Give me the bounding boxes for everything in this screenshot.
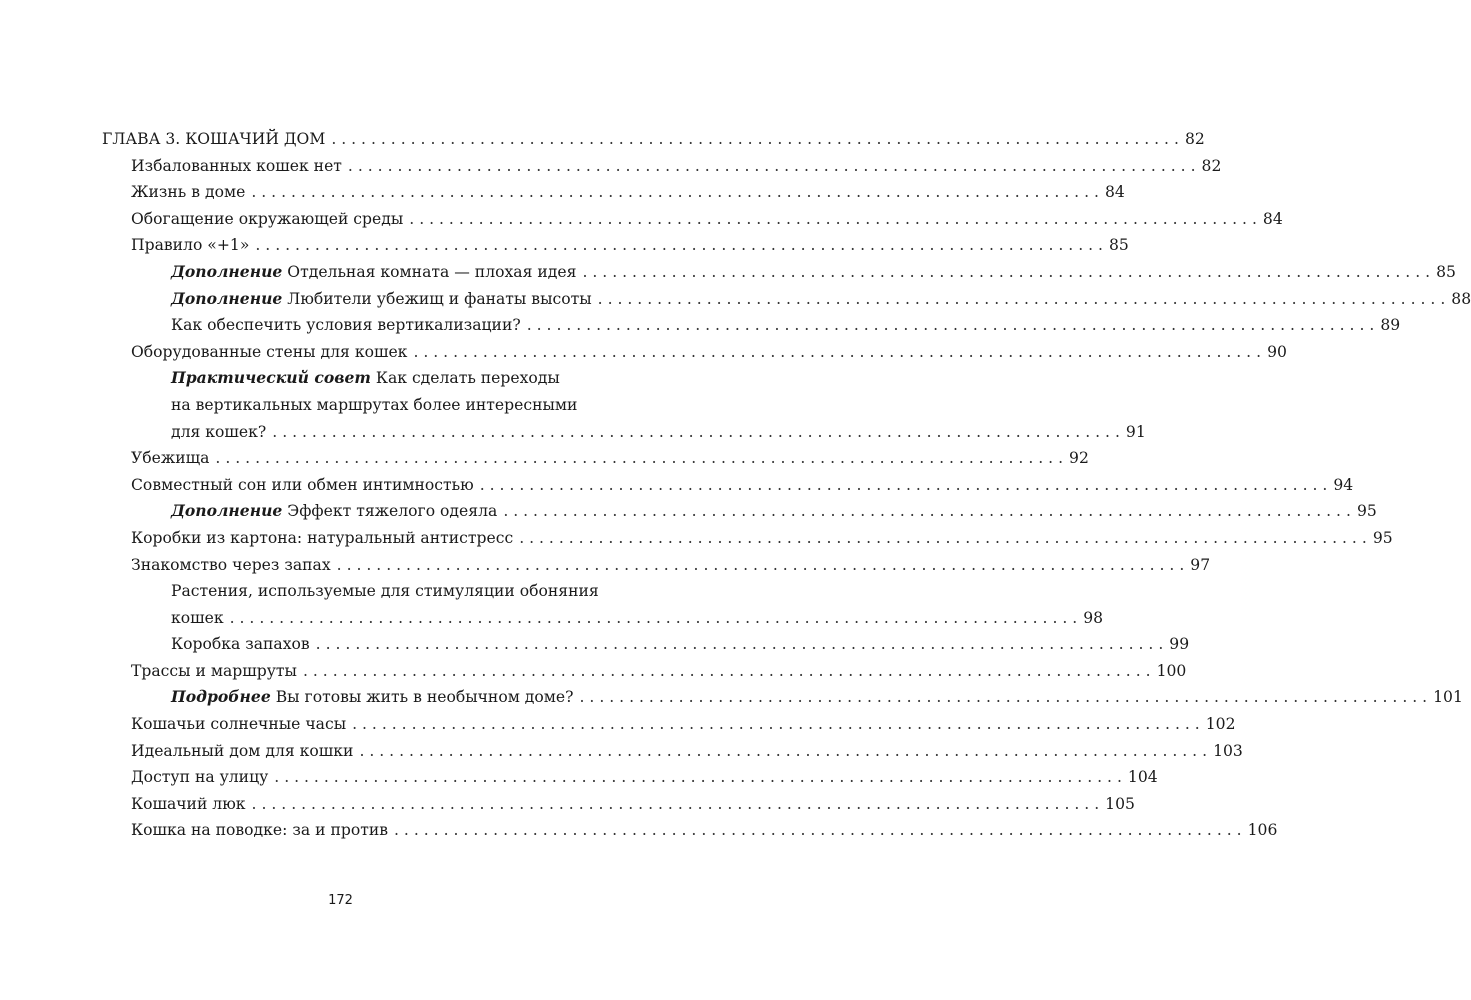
toc-entry [131, 232, 1129, 259]
dot-leader [503, 498, 1351, 525]
toc-entry [131, 791, 1135, 818]
dot-leader [480, 472, 1328, 499]
toc-entry-text: Эффект тяжелого одеяла [282, 502, 498, 521]
toc-entry-text: Отдельная комната — плохая идея [282, 262, 577, 281]
toc-page-number: 91 [1125, 422, 1146, 441]
toc-entry [131, 472, 1354, 499]
dot-leader [519, 525, 1367, 552]
toc-chapter [102, 126, 1205, 153]
toc-page-number: 85 [1436, 262, 1456, 281]
toc-entry-title [171, 498, 497, 525]
toc-page-number: 85 [1109, 236, 1129, 255]
toc-entry-line [171, 578, 604, 605]
toc-entry [171, 259, 1456, 286]
dot-leader [255, 232, 1103, 259]
dot-leader [394, 817, 1242, 844]
toc-entry-title [171, 684, 574, 711]
toc-entry-text: на вертикальных маршрутах более интересными [171, 395, 578, 414]
dot-leader [331, 126, 1179, 153]
toc-entry [131, 525, 1393, 552]
toc-entry [131, 738, 1243, 765]
toc-entry-title: Оборудованные стены для кошек [131, 342, 408, 361]
toc-entry [131, 206, 1283, 233]
dot-leader [215, 445, 1063, 472]
toc-entry-text: кошек [171, 608, 224, 627]
dot-leader [252, 791, 1100, 818]
toc-entry-title: Кошачьи солнечные часы [131, 715, 347, 734]
toc-entry-line [171, 365, 604, 392]
toc-entry-text: Любители убежищ и фанаты высоты [282, 289, 592, 308]
toc-page-number: 95 [1372, 528, 1393, 547]
toc-entry [131, 764, 1158, 791]
dot-leader [359, 738, 1207, 765]
toc-entry [131, 445, 1089, 472]
toc-entry [171, 631, 1190, 658]
dot-leader [580, 684, 1428, 711]
toc-entry-title [171, 365, 560, 392]
toc-page-number: 97 [1190, 555, 1211, 574]
dot-leader [251, 179, 1099, 206]
toc-entry-text: для кошек? [171, 422, 267, 441]
dot-leader [316, 631, 1164, 658]
toc-page-number: 101 [1433, 688, 1463, 707]
dot-leader [582, 259, 1430, 286]
toc-page-number: 84 [1262, 209, 1283, 228]
toc-entry-title: Правило «+1» [131, 236, 250, 255]
toc-entry-text: Растения, используемые для стимуляции обоняния [171, 582, 599, 601]
toc-entry-title: Кошка на поводке: за и против [131, 821, 389, 840]
toc-entry-title: Кошачий люк [131, 794, 246, 813]
toc-page-number: 82 [1184, 130, 1205, 148]
dot-leader [274, 764, 1122, 791]
toc-page-number: 105 [1105, 794, 1135, 813]
toc-page-number: 89 [1380, 316, 1401, 335]
toc-entry [131, 552, 1211, 579]
toc-page-number: 100 [1156, 661, 1187, 680]
toc-page-number: 98 [1083, 608, 1104, 627]
dot-leader [348, 153, 1196, 180]
toc-entry-title: Совместный сон или обмен интимностью [131, 475, 474, 494]
toc-entry-tag: Практический совет [171, 368, 371, 388]
toc-page-number: 103 [1213, 741, 1243, 760]
toc-entry-title [171, 286, 592, 313]
dot-leader [303, 658, 1151, 685]
toc-entry [171, 419, 1146, 446]
page-number: 172 [328, 893, 353, 908]
toc-entry [171, 286, 1471, 313]
dot-leader [409, 206, 1257, 233]
toc-page-number: 84 [1104, 183, 1125, 202]
toc-page-number: 102 [1205, 715, 1236, 734]
toc-entry-tag: Дополнение [171, 501, 283, 521]
toc-entry [171, 684, 1463, 711]
toc-entry-title: Убежища [131, 449, 210, 468]
toc-entry-title: Знакомство через запах [131, 555, 331, 574]
toc-entry [131, 817, 1278, 844]
toc-entry-title: Трассы и маршруты [131, 661, 297, 680]
toc-entry-title: Жизнь в доме [131, 183, 246, 202]
toc-entry [131, 339, 1287, 366]
toc-page-number: 92 [1069, 449, 1089, 468]
toc-page-number: 99 [1169, 635, 1190, 654]
toc-entry-title: Коробки из картона: натуральный антистресс [131, 528, 514, 547]
toc-entry-line [171, 392, 604, 419]
dot-leader [230, 605, 1078, 632]
toc-entry-tag: Дополнение [171, 288, 283, 308]
toc-entry-title: Избалованных кошек нет [131, 156, 342, 175]
toc-page-number: 104 [1127, 768, 1158, 787]
toc-entry [171, 312, 1401, 339]
toc-entry-text: Как сделать переходы [370, 369, 560, 388]
dot-leader [337, 552, 1185, 579]
toc-entry [171, 605, 1104, 632]
toc-page-number: 82 [1201, 156, 1222, 175]
dot-leader [598, 286, 1446, 313]
toc-page-number: 106 [1247, 821, 1278, 840]
dot-leader [527, 312, 1375, 339]
toc-entry-tag: Дополнение [171, 261, 283, 281]
toc-page-number: 90 [1267, 342, 1287, 361]
toc-entry-tag: Подробнее [171, 687, 271, 707]
toc-entry-title: Доступ на улицу [131, 768, 269, 787]
toc-chapter-title: ГЛАВА 3. КОШАЧИЙ ДОМ [102, 130, 326, 148]
toc-entry [131, 658, 1187, 685]
toc-entry [131, 179, 1125, 206]
table-of-contents [102, 126, 1471, 844]
toc-entry-title: Обогащение окружающей среды [131, 209, 404, 228]
toc-page-number: 88 [1451, 289, 1471, 308]
toc-entry [131, 153, 1222, 180]
toc-entry-text: Вы готовы жить в необычном доме? [270, 688, 574, 707]
toc-entry [171, 498, 1377, 525]
toc-entry-title: Как обеспечить условия вертикализации? [171, 316, 521, 335]
toc-entry-title: Коробка запахов [171, 635, 310, 654]
dot-leader [352, 711, 1200, 738]
dot-leader [272, 419, 1120, 446]
toc-page-number: 95 [1356, 502, 1377, 521]
dot-leader [413, 339, 1261, 366]
toc-entry [131, 711, 1236, 738]
toc-entry-title [171, 259, 576, 286]
toc-entry-title: Идеальный дом для кошки [131, 741, 354, 760]
toc-page-number: 94 [1333, 475, 1354, 494]
